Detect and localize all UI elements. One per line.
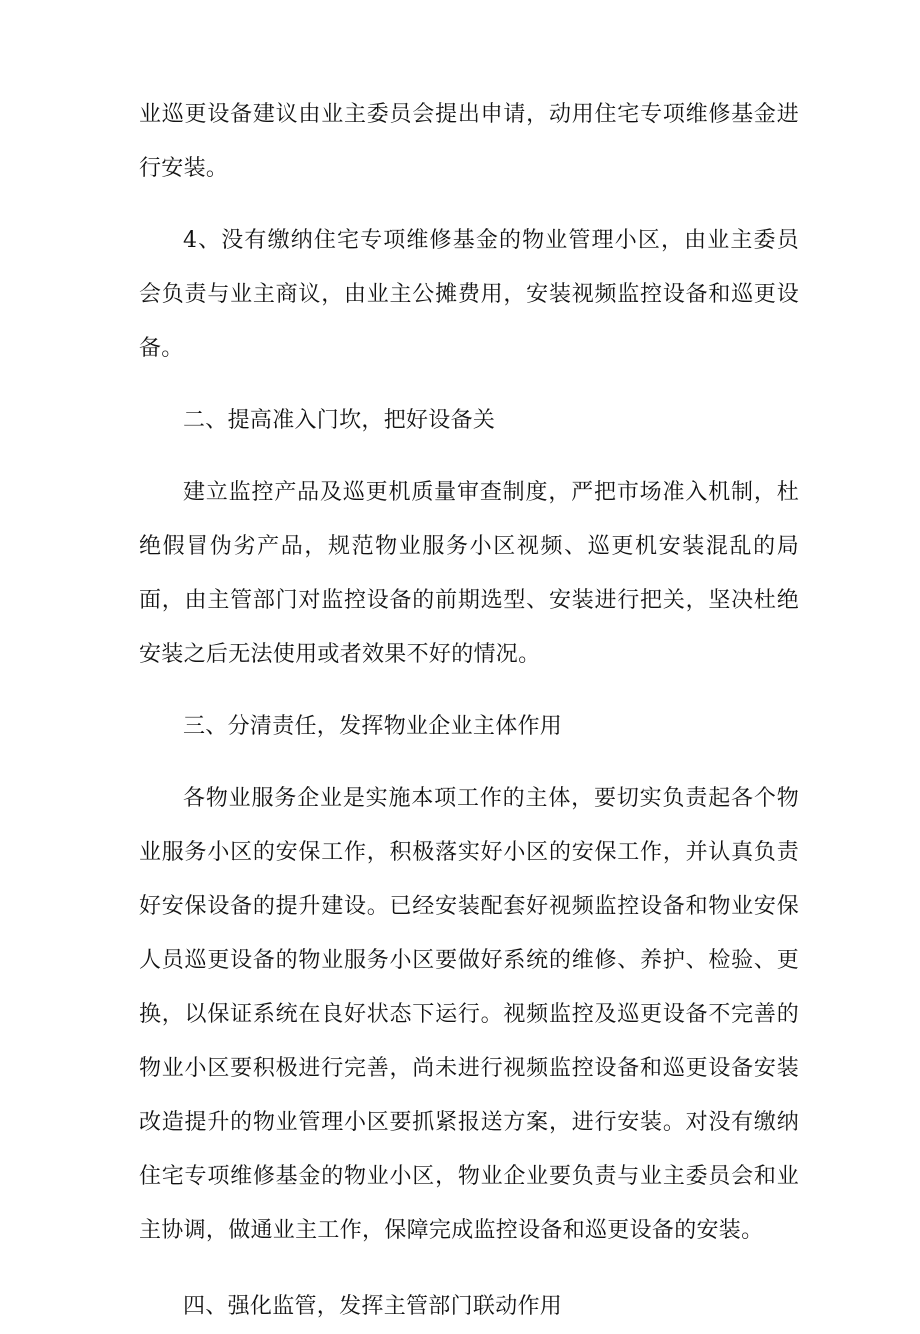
paragraph-section-2-body: 建立监控产品及巡更机质量审查制度，严把市场准入机制，杜绝假冒伪劣产品，规范物业服务小区视频、巡更机安装混乱的局面，由主管部门对监控设备的前期选型、安装进行把关，坚决杜绝安装之后无法使用或者效果不好的情况。 bbox=[139, 480, 799, 667]
section-heading-3: 三、分清责任，发挥物业企业主体作用 bbox=[183, 714, 563, 739]
section-heading-4: 四、强化监管，发挥主管部门联动作用 bbox=[183, 1294, 563, 1319]
document-body bbox=[139, 88, 799, 1334]
paragraph-section-3-body: 各物业服务企业是实施本项工作的主体，要切实负责起各个物业服务小区的安保工作，积极落实好小区的安保工作，并认真负责好安保设备的提升建设。已经安装配套好视频监控设备和物业安保人员巡更设备的物业服务小区要做好系统的维修、养护、检验、更换，以保证系统在良好状态下运行。视频监控及巡更设备不完善的物业小区要积极进行完善，尚未进行视频监控设备和巡更设备安装改造提升的物业管理小区要抓紧报送方案，进行安装。对没有缴纳住宅专项维修基金的物业小区，物业企业要负责与业主委员会和业主协调，做通业主工作，保障完成监控设备和巡更设备的安装。 bbox=[139, 786, 799, 1243]
paragraph-continuation: 业巡更设备建议由业主委员会提出申请，动用住宅专项维修基金进行安装。 bbox=[139, 102, 799, 181]
section-heading-2: 二、提高准入门坎，把好设备关 bbox=[183, 408, 496, 433]
paragraph-item-4: 4、没有缴纳住宅专项维修基金的物业管理小区，由业主委员会负责与业主商议，由业主公摊费用，安装视频监控设备和巡更设备。 bbox=[139, 228, 799, 361]
